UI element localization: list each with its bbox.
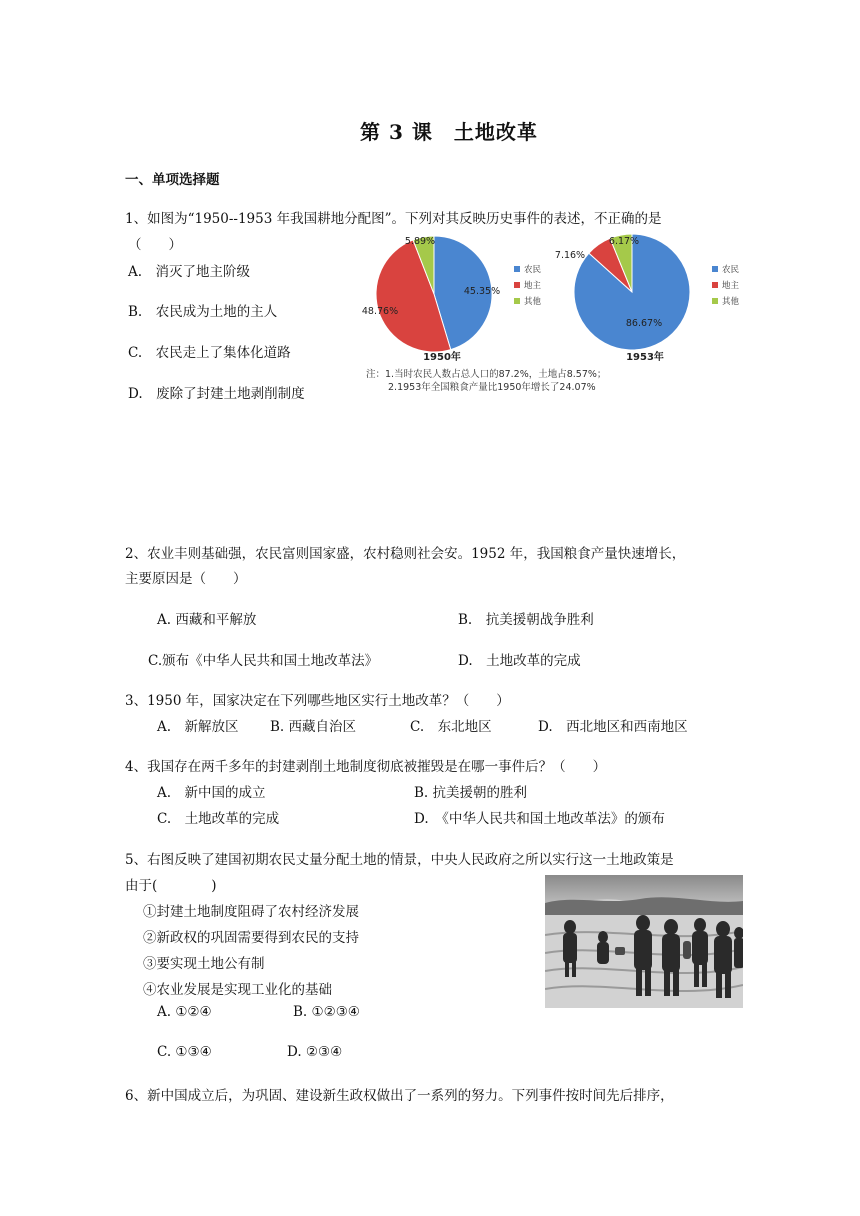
question-1-option-d: D. 废除了封建土地剥削制度 <box>128 386 305 402</box>
question-4-option-b: B. 抗美援朝的胜利 <box>414 785 528 801</box>
pie-1953年-legend-label-其他: 其他 <box>722 297 740 307</box>
question-2-text-2: 主要原因是（ ） <box>125 571 247 587</box>
pie-1950 <box>362 236 542 352</box>
pie-1950年-legend-swatch-农民 <box>514 266 520 272</box>
page-title: 第 3 课 土地改革 <box>360 120 538 144</box>
question-1-text: 1、如图为“1950--1953 年我国耕地分配图”。下列对其反映历史事件的表述，不正确的是 <box>125 211 662 227</box>
question-3-option-d: D. 西北地区和西南地区 <box>538 719 688 735</box>
question-1-blank: （ ） <box>128 237 182 253</box>
question-5-option-a: A. ①②④ <box>157 1004 212 1020</box>
question-5-text-2: 由于( ) <box>125 878 217 894</box>
question-6-text: 6、新中国成立后，为巩固、建设新生政权做出了一系列的努力。下列事件按时间先后排序， <box>125 1088 674 1104</box>
land-distribution-chart <box>362 232 746 398</box>
pie-1950-title: 1950年 <box>423 352 461 363</box>
pie-1950年-legend-label-其他: 其他 <box>524 297 542 307</box>
pie-1953-title: 1953年 <box>626 352 664 363</box>
pie-1953年-legend-swatch-地主 <box>712 282 718 288</box>
question-3-option-b: B. 西藏自治区 <box>270 719 357 735</box>
land-measuring-photo <box>545 875 743 1008</box>
pie-1953年-legend-swatch-其他 <box>712 298 718 304</box>
question-1-option-c: C. 农民走上了集体化道路 <box>128 345 291 361</box>
question-3-option-a: A. 新解放区 <box>157 719 239 735</box>
question-1-option-b: B. 农民成为土地的主人 <box>128 304 278 320</box>
question-2-text: 2、农业丰则基础强，农民富则国家盛，农村稳则社会安。1952 年，我国粮食产量快速增长， <box>125 546 686 562</box>
pie-1950年-legend-label-地主: 地主 <box>524 281 542 291</box>
pie-1953年-legend-swatch-农民 <box>712 266 718 272</box>
pie-1950年-label-其他: 5.89% <box>404 236 436 247</box>
question-5-option-b: B. ①②③④ <box>293 1004 360 1020</box>
pie-1950年-label-农民: 45.35% <box>463 286 501 297</box>
question-2-option-b: B. 抗美援朝战争胜利 <box>458 612 594 628</box>
section-heading: 一、单项选择题 <box>125 172 220 188</box>
question-4-option-a: A. 新中国的成立 <box>157 785 266 801</box>
question-5-option-d: D. ②③④ <box>287 1044 343 1060</box>
pie-charts-svg <box>362 232 746 398</box>
question-5-statement-1: ①封建土地制度阻碍了农村经济发展 <box>143 904 359 920</box>
question-4-text: 4、我国存在两千多年的封建剥削土地制度彻底被摧毁是在哪一事件后？（ ） <box>125 759 607 775</box>
pie-1953年-label-农民: 86.67% <box>625 318 663 329</box>
question-2-option-c: C.颁布《中华人民共和国土地改革法》 <box>148 653 379 669</box>
pie-1953年-label-地主: 7.16% <box>554 250 586 261</box>
pie-1950年-legend-swatch-地主 <box>514 282 520 288</box>
pie-1950年-legend-swatch-其他 <box>514 298 520 304</box>
chart-note-1: 注：1.当时农民人数占总人口的87.2%，土地占8.57%； <box>366 369 607 380</box>
question-5-statement-4: ④农业发展是实现工业化的基础 <box>143 982 332 998</box>
question-3-option-c: C. 东北地区 <box>410 719 492 735</box>
pie-1953年-legend-label-地主: 地主 <box>722 281 740 291</box>
pie-1950年-legend-label-农民: 农民 <box>524 265 542 275</box>
question-2-option-d: D. 土地改革的完成 <box>458 653 581 669</box>
question-1-option-a: A. 消灭了地主阶级 <box>128 264 251 280</box>
question-4-option-d: D. 《中华人民共和国土地改革法》的颁布 <box>414 811 665 827</box>
question-5-text: 5、右图反映了建国初期农民丈量分配土地的情景，中央人民政府之所以实行这一土地政策是 <box>125 852 674 868</box>
question-3-text: 3、1950 年，国家决定在下列哪些地区实行土地改革？（ ） <box>125 693 510 709</box>
pie-1950年-label-地主: 48.76% <box>362 306 399 317</box>
pie-1953年-legend-label-农民: 农民 <box>722 265 740 275</box>
question-4-option-c: C. 土地改革的完成 <box>157 811 280 827</box>
pie-1953 <box>555 234 740 350</box>
question-5-statement-2: ②新政权的巩固需要得到农民的支持 <box>143 930 359 946</box>
chart-note-2: 2.1953年全国粮食产量比1950年增长了24.07% <box>388 382 596 393</box>
question-2-option-a: A. 西藏和平解放 <box>157 612 257 628</box>
question-5-statement-3: ③要实现土地公有制 <box>143 956 265 972</box>
pie-1953年-label-其他: 6.17% <box>608 236 640 247</box>
question-5-option-c: C. ①③④ <box>157 1044 212 1060</box>
